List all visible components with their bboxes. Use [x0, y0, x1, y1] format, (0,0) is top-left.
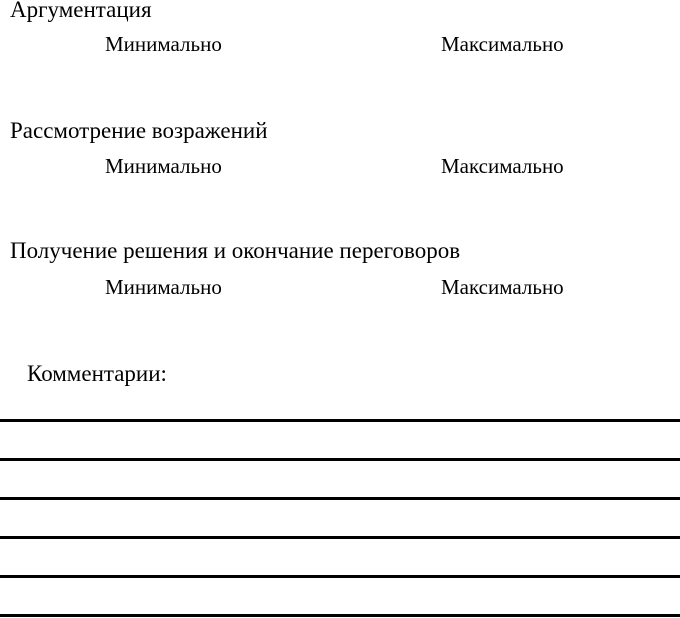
scale-min-label: Минимально	[105, 275, 222, 299]
comment-line[interactable]	[0, 419, 680, 422]
scale-max-label: Максимально	[441, 154, 564, 178]
scale-max-label: Максимально	[441, 32, 564, 56]
comment-line[interactable]	[0, 575, 680, 578]
scale-min-label: Минимально	[105, 32, 222, 56]
comment-line[interactable]	[0, 458, 680, 461]
scale-min-label: Минимально	[105, 154, 222, 178]
comment-line[interactable]	[0, 497, 680, 500]
comment-line[interactable]	[0, 614, 680, 617]
comment-line[interactable]	[0, 536, 680, 539]
section-title-argumentation: Аргументация	[10, 0, 152, 22]
comments-label: Комментарии:	[27, 361, 167, 386]
scale-max-label: Максимально	[441, 275, 564, 299]
section-title-objections: Рассмотрение возражений	[10, 118, 268, 143]
section-title-decision-closing: Получение решения и окончание переговоров	[10, 238, 461, 263]
